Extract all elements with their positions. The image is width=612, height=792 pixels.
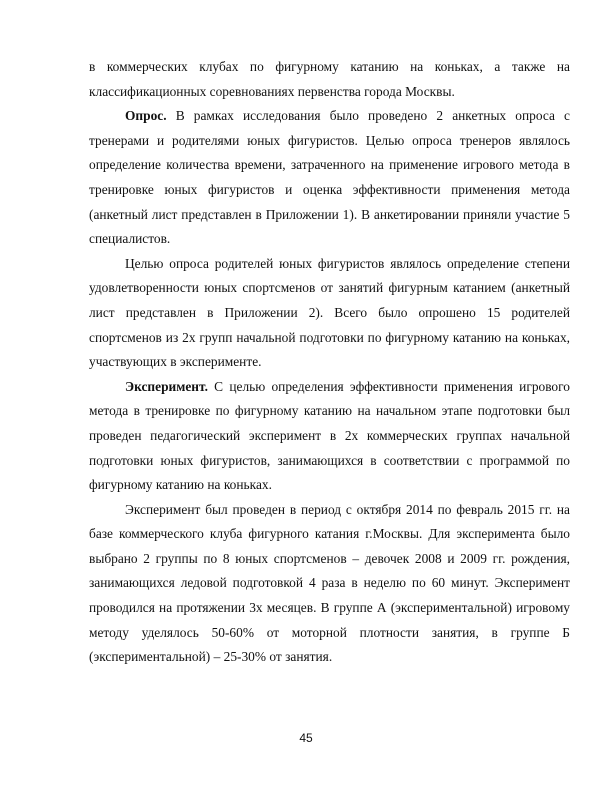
paragraph-4-heading: Эксперимент. [125,378,208,394]
paragraph-2 [89,104,570,252]
paragraph-4 [89,375,570,498]
paragraph-3-text: Целью опроса родителей юных фигуристов являлось определение степени удовлетворенности юных спортсменов от занятий фигурным катанием (анкетный лист представлен в Приложении 2). Всего было опрошено 15 родителей спортсменов из 2х групп начальной подготовки по фигурному катанию на коньках, участвующих в эксперименте. [89,255,570,370]
body-text [89,55,570,670]
page-number: 45 [299,731,313,745]
paragraph-2-heading: Опрос. [125,108,167,124]
paragraph-5 [89,498,570,670]
paragraph-4-text: С целью определения эффективности применения игрового метода в тренировке по фигурному катанию на начальном этапе подготовки был проведен педагогический эксперимент в 2х коммерческих группах начальной подготовки юных фигуристов, занимающихся в соответствии с программой по фигурному катанию на коньках. [89,378,570,493]
paragraph-1-text: в коммерческих клубах по фигурному катанию на коньках, а также на классификационных соревнованиях первенства города Москвы. [89,59,570,99]
paragraph-3 [89,252,570,375]
paragraph-5-text: Эксперимент был проведен в период с октября 2014 по февраль 2015 гг. на базе коммерческого клуба фигурного катания г.Москвы. Для эксперимента было выбрано 2 группы по 8 юных спортсменов – девочек 2008 и 2009 гг. рождения, занимающихся ледовой подготовкой 4 раза в неделю по 60 минут. Эксперимент проводился на протяжении 3х месяцев. В группе А (экспериментальной) игровому методу уделялось 50-60% от моторной плотности занятия, в группе Б (экспериментальной) – 25-30% от занятия. [89,501,570,665]
paragraph-1 [89,55,570,104]
paragraph-2-text: В рамках исследования было проведено 2 анкетных опроса с тренерами и родителями юных фигуристов. Целью опроса тренеров являлось определение количества времени, затраченного на применение игрового метода в тренировке юных фигуристов и оценка эффективности применения метода (анкетный лист представлен в Приложении 1). В анкетировании приняли участие 5 специалистов. [89,108,570,247]
